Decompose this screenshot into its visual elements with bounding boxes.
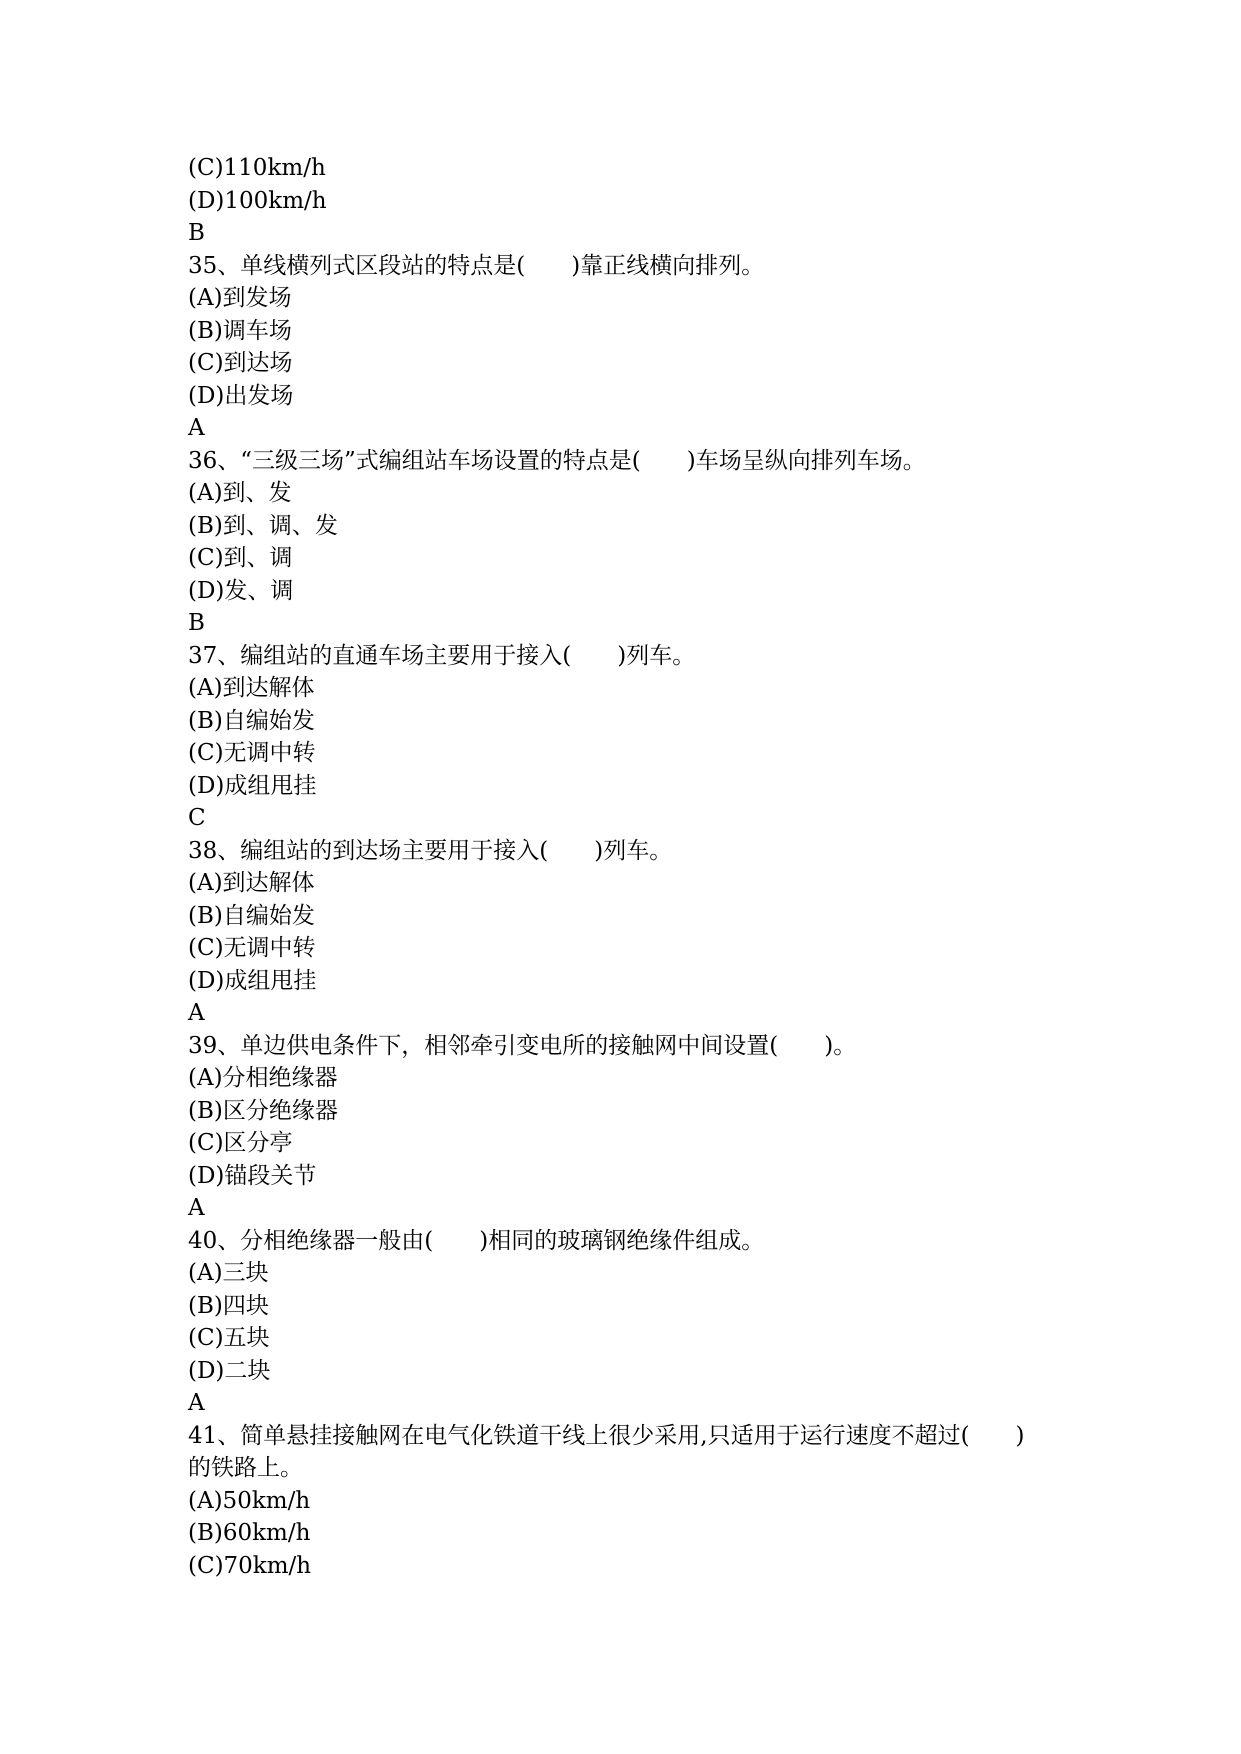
answer-key: B <box>188 220 205 246</box>
answer-option: (B)到、调、发 <box>188 512 338 539</box>
answer-option: (C)70km/h <box>188 1552 312 1579</box>
answer-option: (B)区分绝缘器 <box>188 1097 338 1124</box>
answer-option: (A)三块 <box>188 1260 269 1286</box>
answer-option: (D)成组甩挂 <box>188 967 317 994</box>
question-text: 37、编组站的直通车场主要用于接入( )列车。 <box>188 642 696 669</box>
answer-option: (A)50km/h <box>188 1487 311 1514</box>
answer-option: (C)到达场 <box>188 350 293 376</box>
answer-option: (D)发、调 <box>188 577 294 604</box>
answer-option: (C)区分亭 <box>188 1130 293 1156</box>
question-text: 35、单线横列式区段站的特点是( )靠正线横向排列。 <box>188 252 765 279</box>
question-text: 40、分相绝缘器一般由( )相同的玻璃钢绝缘件组成。 <box>188 1227 765 1254</box>
answer-option: (B)调车场 <box>188 317 292 344</box>
answer-key: C <box>188 805 206 831</box>
question-text: 38、编组站的到达场主要用于接入( )列车。 <box>188 837 673 864</box>
answer-option: (D)100km/h <box>188 187 327 214</box>
question-text: 41、简单悬挂接触网在电气化铁道干线上很少采用,只适用于运行速度不超过( ) <box>188 1422 1025 1449</box>
answer-option: (B)自编始发 <box>188 707 315 734</box>
answer-key: A <box>188 415 205 441</box>
answer-option: (D)成组甩挂 <box>188 772 317 799</box>
answer-option: (D)出发场 <box>188 382 294 409</box>
answer-option: (A)分相绝缘器 <box>188 1065 338 1091</box>
answer-option: (A)到达解体 <box>188 675 315 701</box>
question-text: 的铁路上。 <box>188 1455 303 1481</box>
question-text: 36、“三级三场”式编组站车场设置的特点是( )车场呈纵向排列车场。 <box>188 447 926 474</box>
answer-option: (C)五块 <box>188 1325 270 1351</box>
answer-option: (A)到发场 <box>188 285 292 311</box>
question-list <box>188 152 1088 1582</box>
answer-key: A <box>188 1000 205 1026</box>
answer-key: A <box>188 1195 205 1221</box>
answer-option: (D)二块 <box>188 1357 271 1384</box>
answer-option: (B)60km/h <box>188 1520 311 1546</box>
answer-option: (C)110km/h <box>188 155 326 181</box>
answer-option: (B)四块 <box>188 1292 269 1319</box>
answer-option: (D)锚段关节 <box>188 1162 317 1189</box>
answer-option: (C)无调中转 <box>188 935 316 961</box>
answer-option: (A)到、发 <box>188 480 292 506</box>
answer-option: (C)无调中转 <box>188 740 316 766</box>
answer-option: (A)到达解体 <box>188 870 315 896</box>
answer-key: B <box>188 610 205 636</box>
answer-key: A <box>188 1390 205 1416</box>
question-text: 39、单边供电条件下，相邻牵引变电所的接触网中间设置( )。 <box>188 1032 857 1059</box>
answer-option: (C)到、调 <box>188 545 293 571</box>
answer-option: (B)自编始发 <box>188 902 315 929</box>
